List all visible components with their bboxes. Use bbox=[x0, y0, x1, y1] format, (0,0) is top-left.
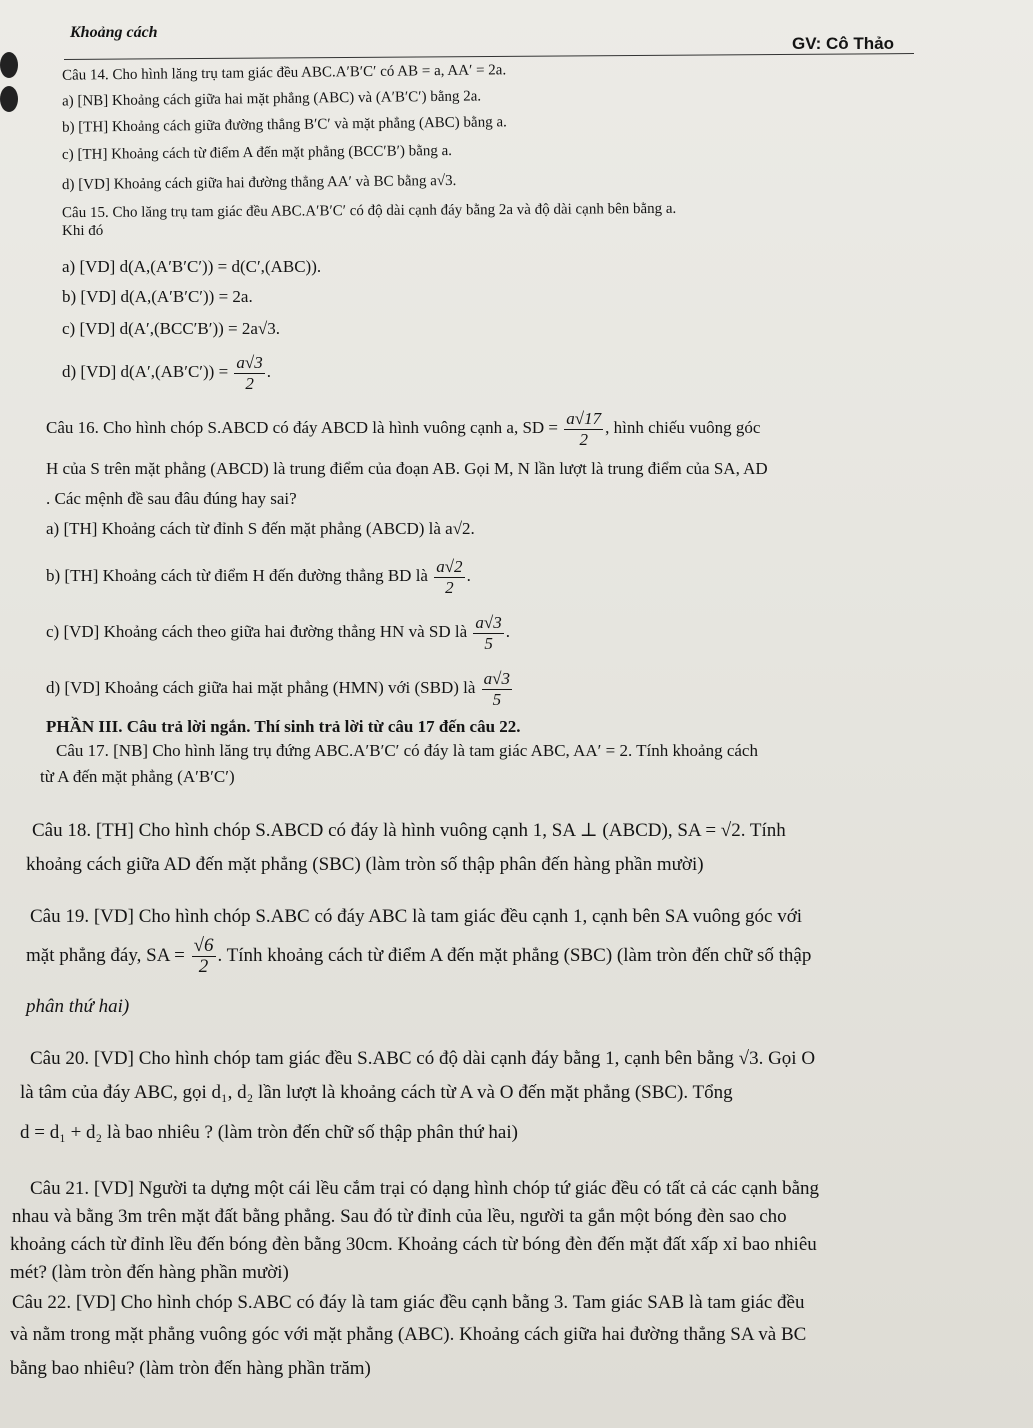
q15-stem: Câu 15. Cho lăng trụ tam giác đều ABC.A′B′C′ có độ dài cạnh đáy bằng 2a và độ dài cạnh bên bằng a. bbox=[61, 200, 677, 222]
header-teacher: GV: Cô Thảo bbox=[792, 34, 894, 53]
binder-hole bbox=[0, 86, 18, 112]
q21-line1: Câu 21. [VD] Người ta dựng một cái lều cắm trại có dạng hình chóp tứ giác đều có tất cả các cạnh bằng bbox=[30, 1178, 820, 1199]
q14-item-a: a) [NB] Khoảng cách giữa hai mặt phẳng (ABC) và (A′B′C′) bằng 2a. bbox=[61, 88, 482, 110]
q19-sa-fraction bbox=[192, 936, 216, 977]
q17-line1: Câu 17. [NB] Cho hình lăng trụ đứng ABC.A′B′C′ có đáy là tam giác ABC, AA′ = 2. Tính khoảng cách bbox=[56, 741, 758, 760]
q16-line2: H của S trên mặt phẳng (ABCD) là trung điểm của đoạn AB. Gọi M, N lần lượt là trung điểm của SA, AD bbox=[46, 459, 768, 478]
q16-b-numerator: a√2 bbox=[436, 556, 463, 576]
q16-sd-denominator: 2 bbox=[579, 429, 588, 449]
q16-item-d bbox=[46, 668, 514, 710]
part3-heading bbox=[46, 716, 521, 738]
q19-line1: Câu 19. [VD] Cho hình chóp S.ABC có đáy ABC là tam giác đều cạnh 1, cạnh bên SA vuông góc với bbox=[30, 906, 803, 927]
q16-sd-numerator: a√17 bbox=[566, 408, 602, 428]
q15-stem-cont: Khi đó bbox=[62, 223, 104, 239]
q20-line1: Câu 20. [VD] Cho hình chóp tam giác đều S.ABC có độ dài cạnh đáy bằng 1, cạnh bên bằng √3. Gọi O bbox=[30, 1048, 816, 1069]
q16-item-b-text: b) [TH] Khoảng cách từ điểm H đến đường thẳng BD là bbox=[46, 566, 428, 585]
q19-line2-text: mặt phẳng đáy, SA = bbox=[26, 945, 185, 966]
q19-line2-end: . Tính khoảng cách từ điểm A đến mặt phẳng (SBC) (làm tròn đến chữ số thập bbox=[217, 945, 812, 966]
q19-sa-numerator: √6 bbox=[193, 935, 214, 957]
q16-d-denominator: 5 bbox=[492, 689, 502, 709]
q21-line2: nhau và bằng 3m trên mặt đất bằng phẳng. Sau đó từ đỉnh của lều, người ta gắn một bóng đèn sao cho bbox=[12, 1206, 787, 1227]
q15-d-denominator: 2 bbox=[245, 373, 254, 393]
q19-line2 bbox=[26, 934, 811, 978]
part3-text: PHẦN III. Câu trả lời ngắn. Thí sinh trả lời từ câu 17 đến câu 22. bbox=[46, 717, 521, 736]
q21-line3: khoảng cách từ đỉnh lều đến bóng đèn bằng 30cm. Khoảng cách từ bóng đèn đến mặt đất xấp xỉ bao nhiêu bbox=[10, 1234, 817, 1255]
q16-item-d-fraction bbox=[482, 669, 512, 710]
q16-c-denominator: 5 bbox=[484, 633, 493, 653]
q14-item-d: d) [VD] Khoảng cách giữa hai đường thẳng AA′ và BC bằng a√3. bbox=[61, 172, 457, 194]
q20-line2: là tâm của đáy ABC, gọi d₁, d₂ lần lượt là khoảng cách từ A và O đến mặt phẳng (SBC). Tổng bbox=[20, 1082, 733, 1103]
q16-sd-fraction bbox=[564, 409, 603, 450]
q22-line1: Câu 22. [VD] Cho hình chóp S.ABC có đáy là tam giác đều cạnh bằng 3. Tam giác SAB là tam giác đều bbox=[12, 1292, 805, 1313]
q15-item-d-text: d) [VD] d(A′,(AB′C′)) = bbox=[62, 362, 229, 381]
q17-line2: từ A đến mặt phẳng (A′B′C′) bbox=[40, 767, 235, 786]
q16-stem bbox=[46, 408, 760, 450]
q21-line4: mét? (làm tròn đến hàng phần mười) bbox=[10, 1262, 289, 1283]
q15-item-d-fraction bbox=[234, 353, 264, 394]
q16-item-c: c) [VD] Khoảng cách theo giữa hai đường thẳng HN và SD là $\frac{a√3}{5}$ . bbox=[46, 612, 510, 653]
q16-item-d-text: d) [VD] Khoảng cách giữa hai mặt phẳng (HMN) với (SBD) là bbox=[46, 678, 476, 697]
q16-item-a: a) [TH] Khoảng cách từ đỉnh S đến mặt phẳng (ABCD) là a√2. bbox=[46, 519, 475, 538]
header-topic: Khoảng cách bbox=[70, 24, 158, 41]
q19-sa-denominator: 2 bbox=[198, 956, 209, 978]
q15-item-a: a) [VD] d(A,(A′B′C′)) = d(C′,(ABC)). bbox=[62, 257, 322, 276]
q16-item-c-fraction bbox=[473, 613, 503, 654]
q15-d-numerator: a√3 bbox=[236, 352, 263, 372]
q15-item-d-end: . bbox=[266, 362, 272, 381]
binder-hole bbox=[0, 52, 18, 78]
q16-line3: . Các mệnh đề sau đâu đúng hay sai? bbox=[46, 489, 297, 508]
q15-item-d bbox=[62, 352, 271, 394]
q14-item-c: c) [TH] Khoảng cách từ điểm A đến mặt phẳng (BCC′B′) bằng a. bbox=[61, 142, 453, 164]
q16-d-numerator: a√3 bbox=[483, 668, 510, 688]
q15-item-b: b) [VD] d(A,(A′B′C′)) = 2a. bbox=[62, 287, 253, 306]
q16-b-denominator: 2 bbox=[445, 577, 454, 597]
q15-item-c: c) [VD] d(A′,(BCC′B′)) = 2a√3. bbox=[62, 319, 280, 338]
q16-item-c-text: c) [VD] Khoảng cách theo giữa hai đường thẳng HN và SD là bbox=[46, 622, 468, 641]
q19-line3: phân thứ hai) bbox=[26, 996, 130, 1017]
q16-item-b-fraction bbox=[434, 557, 464, 598]
q22-line2: và nằm trong mặt phẳng vuông góc với mặt phẳng (ABC). Khoảng cách giữa hai đường thẳng SA và BC bbox=[10, 1324, 807, 1345]
q18-line1: Câu 18. [TH] Cho hình chóp S.ABCD có đáy là hình vuông cạnh 1, SA ⊥ (ABCD), SA = √2. Tính bbox=[32, 820, 786, 841]
q16-stem-end: , hình chiếu vuông góc bbox=[605, 418, 761, 437]
q16-c-numerator: a√3 bbox=[475, 612, 502, 632]
q14-stem: Câu 14. Cho hình lăng trụ tam giác đều ABC.A′B′C′ có AB = a, AA′ = 2a. bbox=[61, 62, 507, 84]
q16-item-b: b) [TH] Khoảng cách từ điểm H đến đường thẳng BD là $\frac{a√2}{2}$ . bbox=[46, 556, 471, 597]
q14-item-b: b) [TH] Khoảng cách giữa đường thẳng B′C′ và mặt phẳng (ABC) bằng a. bbox=[61, 114, 507, 136]
q18-line2: khoảng cách giữa AD đến mặt phẳng (SBC) (làm tròn số thập phân đến hàng phần mười) bbox=[26, 854, 704, 875]
q16-stem-text: Câu 16. Cho hình chóp S.ABCD có đáy ABCD là hình vuông cạnh a, SD = bbox=[46, 418, 559, 437]
q22-line3: bằng bao nhiêu? (làm tròn đến hàng phần trăm) bbox=[10, 1358, 371, 1379]
q20-line3: d = d₁ + d₂ là bao nhiêu ? (làm tròn đến chữ số thập phân thứ hai) bbox=[20, 1122, 518, 1143]
